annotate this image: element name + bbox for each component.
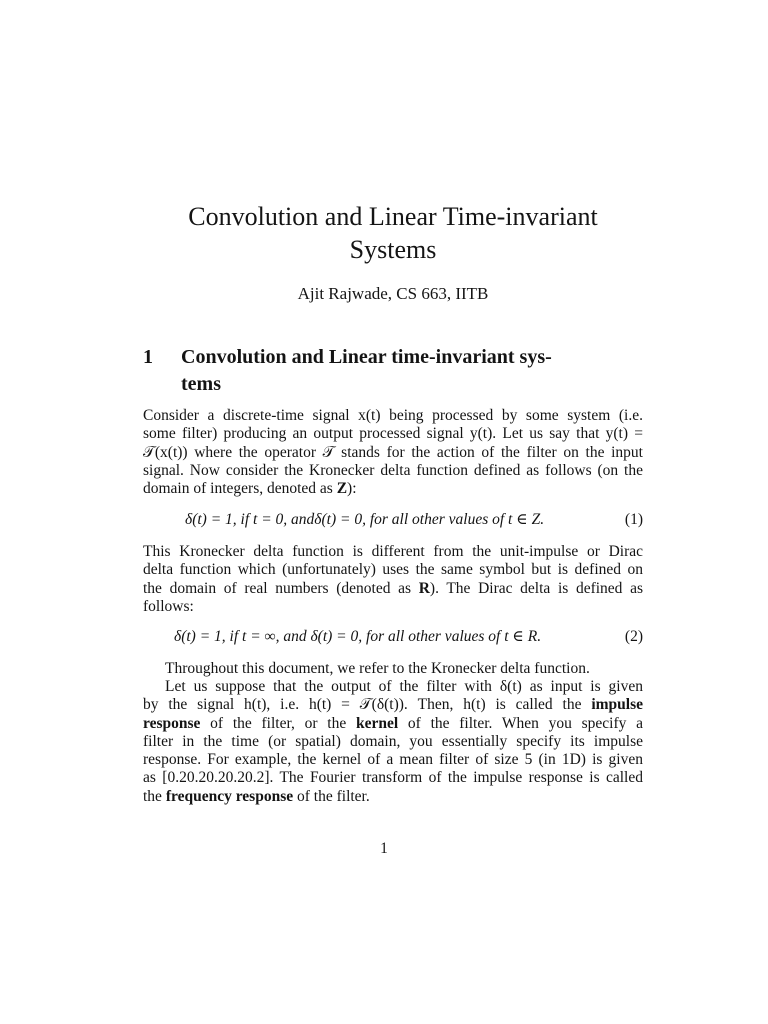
paragraph-4 [143,678,643,806]
paragraph-line: 𝒯(x(t)) where the operator 𝒯 stands for the action of the filter on the input [143,443,643,461]
text-run: ): [347,480,357,498]
term-impulse: impulse [591,696,643,714]
paragraph-line [143,788,643,806]
text-run: of the filter. When you specify a [398,714,644,732]
paragraph-line [143,715,643,733]
section-heading [143,344,643,398]
paragraph-line: filter in the time (or spatial) domain, you essentially specify its impulse [143,732,643,750]
term-kernel: kernel [355,714,399,732]
section-number: 1 [143,346,153,368]
paragraph-line [143,480,643,498]
equation-1-expression: δ(t) = 1, if t = 0, andδ(t) = 0, for all other values of t ∈ Z. [185,511,545,528]
integers-symbol: Z [336,480,348,498]
equation-1-number: (1) [624,511,643,528]
paragraph-line: as [0.20.20.20.20.2]. The Fourier transform of the impulse response is called [143,769,643,787]
paragraph-line: response. For example, the kernel of a mean filter of size 5 (in 1D) is given [143,751,643,769]
paragraph-1 [143,407,643,498]
paragraph-3 [143,660,643,678]
paragraph-line: Consider a discrete-time signal x(t) being processed by some system (i.e. [143,407,643,424]
paragraph-line: some filter) producing an output processed signal y(t). Let us say that y(t) = [143,425,643,443]
text-run: ). The Dirac delta is defined as [429,579,644,597]
text-run: the domain of real numbers (denoted as [143,579,419,597]
equation-2-expression: δ(t) = 1, if t = ∞, and δ(t) = 0, for all other values of t ∈ R. [174,628,542,645]
text-run: by the signal h(t), i.e. h(t) = 𝒯(δ(t)). Then, h(t) is called the [143,696,582,714]
paragraph-line [143,580,643,598]
document-title [150,200,636,266]
text-run: domain of integers, denoted as [143,480,337,498]
paragraph-line: signal. Now consider the Kronecker delta function defined as follows (on the [143,461,643,479]
title-line-2: Systems [349,235,437,264]
paragraph-2 [143,543,643,616]
author-line: Ajit Rajwade, CS 663, IITB [297,284,489,303]
paragraph-line: This Kronecker delta function is different from the unit-impulse or Dirac [143,543,643,560]
term-response: response [143,714,201,732]
term-frequency-response: frequency response [165,787,294,805]
reals-symbol: R [418,579,430,597]
paragraph-line: Let us suppose that the output of the filter with δ(t) as input is given [165,678,643,695]
section-title-line-1: Convolution and Linear time-invariant sys- [181,346,552,368]
section-title-line-2: tems [181,373,221,395]
equation-2-number: (2) [624,628,643,645]
paragraph-line [143,696,643,714]
paragraph-line: follows: [143,597,194,615]
text-run: the [143,787,166,805]
text-run: of the filter, or the [200,714,356,732]
title-line-1: Convolution and Linear Time-invariant [188,202,598,231]
text-run: of the filter. [293,787,370,805]
paragraph-line: Throughout this document, we refer to the Kronecker delta function. [165,660,590,677]
page-number: 1 [380,840,388,857]
paragraph-line: delta function which (unfortunately) uses the same symbol but is defined on [143,561,643,579]
